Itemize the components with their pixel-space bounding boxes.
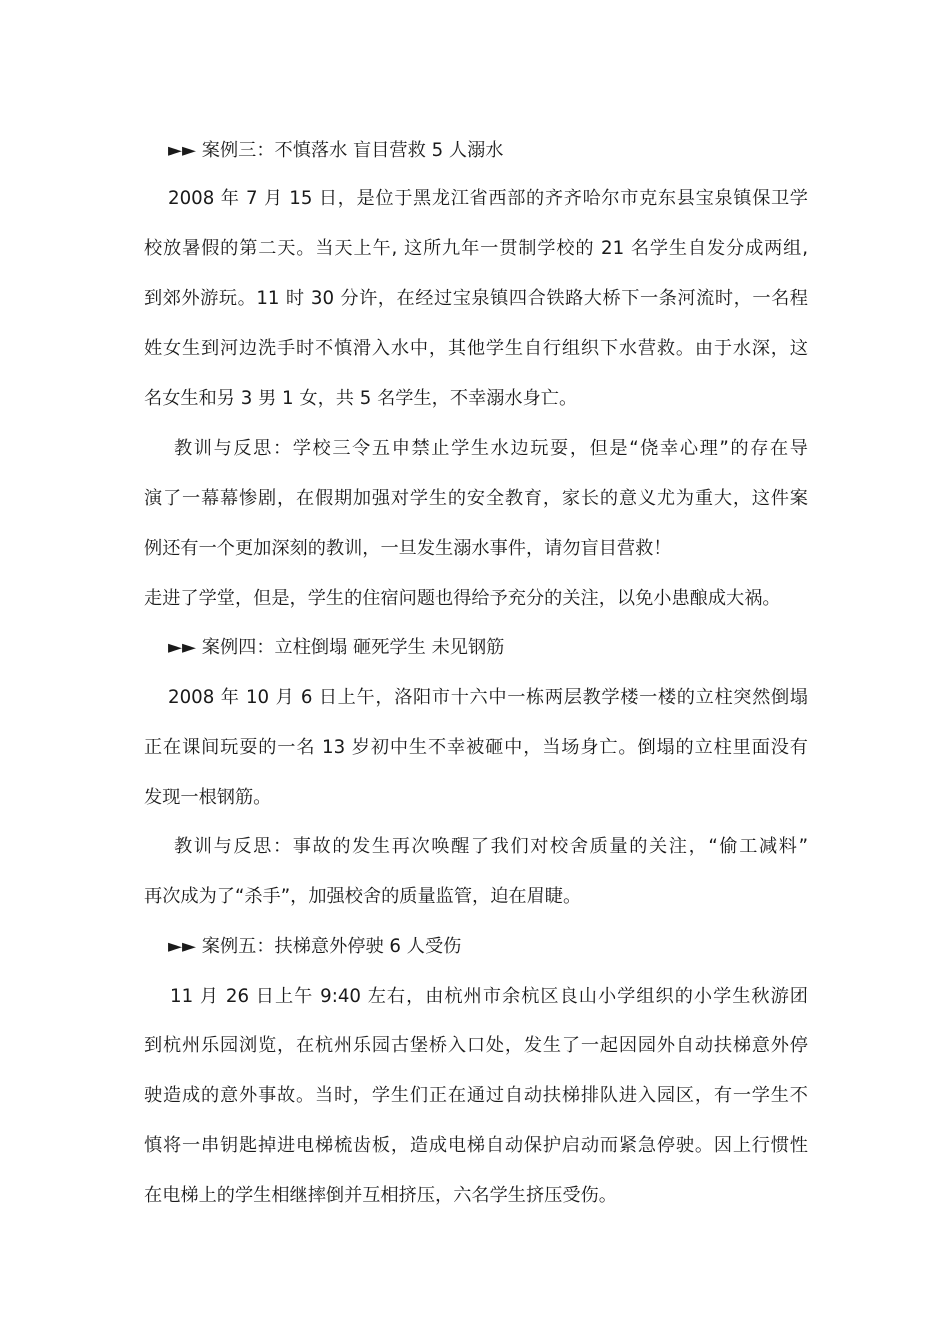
case3-reflection-line: 演了一幕幕惨剧，在假期加强对学生的安全教育，家长的意义尤为重大，这件案: [144, 488, 808, 509]
orphan-text-line: 走进了学堂，但是，学生的住宿问题也得给予充分的关注，以免小患酿成大祸。: [144, 588, 781, 609]
case3-body-line: 2008 年 7 月 15 日，是位于黑龙江省西部的齐齐哈尔市克东县宝泉镇保卫学: [168, 188, 808, 209]
case5-body-line: 驶造成的意外事故。当时，学生们正在通过自动扶梯排队进入园区，有一学生不: [144, 1085, 808, 1106]
case3-body-line: 名女生和另 3 男 1 女，共 5 名学生，不幸溺水身亡。: [144, 388, 578, 409]
case3-heading: ►► 案例三：不慎落水 盲目营救 5 人溺水: [168, 140, 504, 161]
case3-body-line: 姓女生到河边洗手时不慎滑入水中，其他学生自行组织下水营救。由于水深，这: [144, 338, 808, 359]
case5-body-line: 到杭州乐园浏览，在杭州乐园古堡桥入口处，发生了一起因园外自动扶梯意外停: [144, 1035, 808, 1056]
case5-body-line: 在电梯上的学生相继摔倒并互相挤压，六名学生挤压受伤。: [144, 1185, 617, 1206]
case3-body-line: 到郊外游玩。11 时 30 分许，在经过宝泉镇四合铁路大桥下一条河流时，一名程: [144, 288, 808, 309]
case4-reflection-line: 再次成为了“杀手”，加强校舍的质量监管，迫在眉睫。: [144, 886, 582, 907]
case3-body-line: 校放暑假的第二天。当天上午, 这所九年一贯制学校的 21 名学生自发分成两组,: [144, 238, 808, 259]
case5-body-line: 11 月 26 日上午 9:40 左右，由杭州市余杭区良山小学组织的小学生秋游团: [170, 986, 808, 1007]
case4-heading: ►► 案例四：立柱倒塌 砸死学生 未见钢筋: [168, 637, 505, 658]
case5-heading: ►► 案例五：扶梯意外停驶 6 人受伤: [168, 936, 462, 957]
case3-reflection-line: 教训与反思：学校三令五申禁止学生水边玩耍，但是“侥幸心理”的存在导: [174, 438, 808, 459]
case4-reflection-line: 教训与反思：事故的发生再次唤醒了我们对校舍质量的关注，“偷工减料”: [174, 836, 808, 857]
case4-body-line: 2008 年 10 月 6 日上午，洛阳市十六中一栋两层教学楼一楼的立柱突然倒塌: [168, 687, 808, 708]
case5-body-line: 慎将一串钥匙掉进电梯梳齿板，造成电梯自动保护启动而紧急停驶。因上行惯性: [144, 1135, 808, 1156]
case4-body-line: 正在课间玩耍的一名 13 岁初中生不幸被砸中，当场身亡。倒塌的立柱里面没有: [144, 737, 808, 758]
case4-body-line: 发现一根钢筋。: [144, 787, 272, 808]
case3-reflection-line: 例还有一个更加深刻的教训，一旦发生溺水事件，请勿盲目营救！: [144, 538, 672, 559]
